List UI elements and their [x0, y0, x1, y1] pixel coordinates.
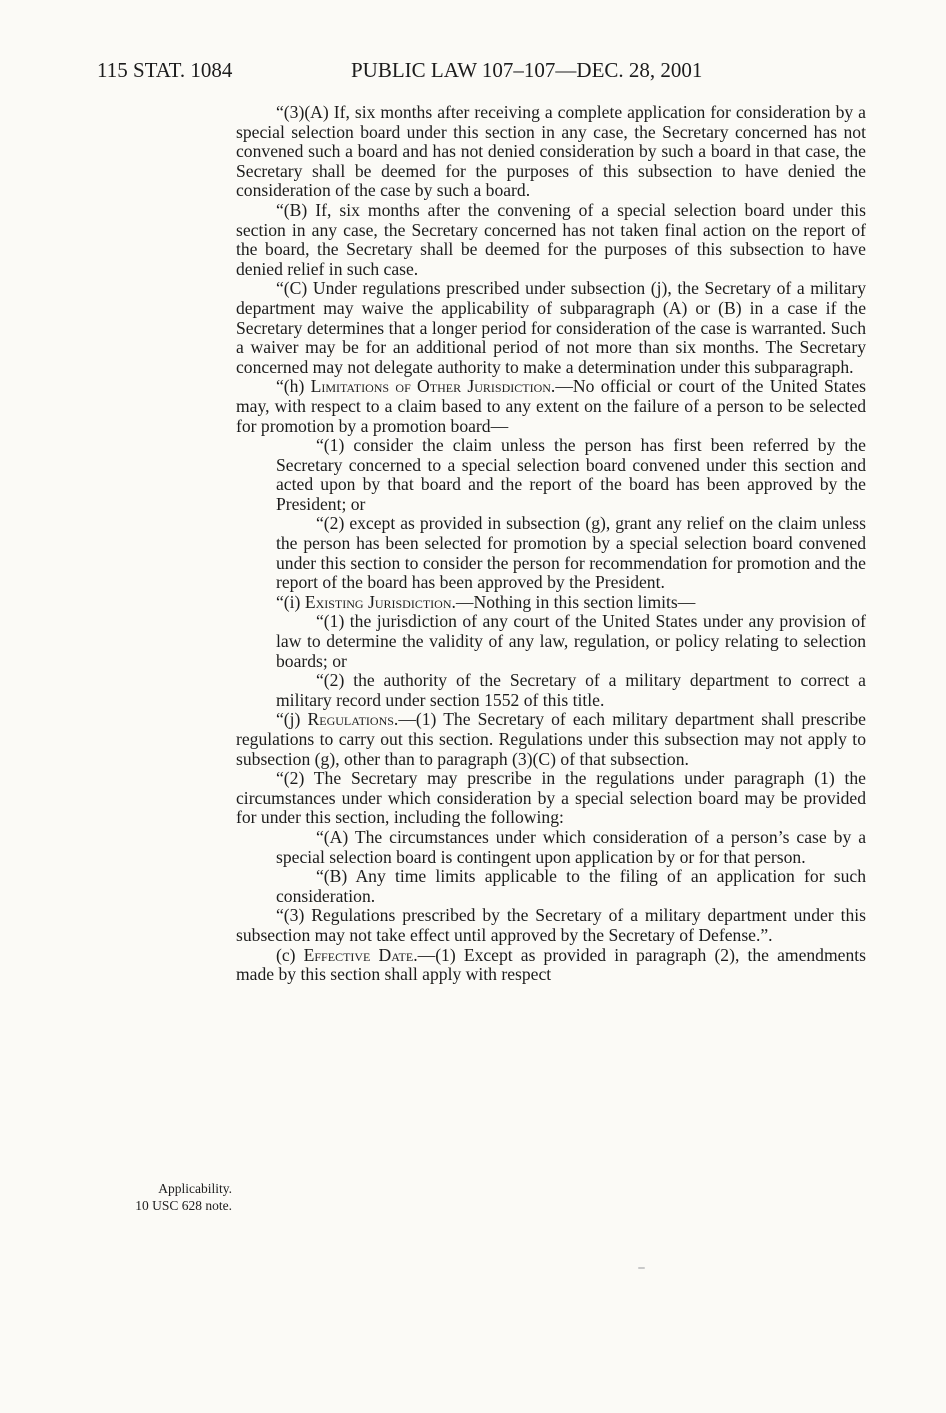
paragraph-j3: “(3) Regulations prescribed by the Secretary of a military department under this subsection may not take effect until approved by the Secretary of Defense.”.: [236, 905, 866, 945]
subsection-c: [236, 946, 866, 985]
subsection-h-prefix: “(h): [276, 376, 311, 397]
subsection-i-text: —Nothing in this section limits—: [455, 591, 696, 612]
subsection-j: [236, 710, 866, 769]
subsection-h: [236, 377, 866, 436]
paragraph-h2: “(2) except as provided in subsection (g), grant any relief on the claim unless the person has been selected for promotion by a special selection board convened under this section to consider the person for recommendation for promotion and the report of the board has been approved by the President.: [276, 513, 866, 593]
margin-note: [92, 1180, 232, 1214]
subsection-h-text: —No official or court of the United States may, with respect to a claim based to any extent on the failure of a person to be selected for promotion by a promotion board—: [236, 376, 866, 436]
public-law-reference: PUBLIC LAW 107–107—DEC. 28, 2001: [351, 58, 703, 82]
paragraph-i2: “(2) the authority of the Secretary of a military department to correct a military record under section 1552 of this title.: [276, 670, 866, 710]
subsection-h-heading: Limitations of Other Jurisdiction.: [310, 376, 556, 397]
subsection-j-heading: Regulations.: [307, 709, 399, 730]
page-header: [97, 58, 867, 86]
subsection-i-prefix: “(i): [276, 591, 305, 612]
statute-page-reference: 115 STAT. 1084: [97, 58, 233, 82]
subsection-i-heading: Existing Jurisdiction.: [304, 591, 456, 612]
paragraph-j2a: “(A) The circumstances under which consideration of a person’s case by a special selection board is contingent upon application by or for that person.: [276, 826, 866, 867]
paragraph-3b: “(B) If, six months after the convening of a special selection board under this section in any case, the Secretary concerned has not taken final action on the report of the board, the Secretary shall be deemed for the purposes of this subsection to have denied relief in such case.: [236, 199, 866, 279]
paragraph-j2: “(2) The Secretary may prescribe in the regulations under paragraph (1) the circumstances under which consideration by a special selection board may be provided for under this section, including the following:: [236, 768, 866, 828]
subsection-i: [236, 593, 866, 613]
subsection-j-text: —(1) The Secretary of each military department shall prescribe regulations to carry out this section. Regulations under this subsection may not apply to subsection (g), other than to paragraph (3)(C) of that subsection.: [236, 709, 866, 769]
margin-note-applicability: Applicability.: [158, 1181, 232, 1196]
paragraph-i1: “(1) the jurisdiction of any court of the United States under any provision of law to determine the validity of any law, regulation, or policy relating to selection boards; or: [276, 611, 866, 671]
scan-speck: [638, 1267, 645, 1269]
document-body: [236, 103, 866, 985]
paragraph-h1: “(1) consider the claim unless the person has first been referred by the Secretary concerned to a special selection board convened under this section and acted upon by that board and the report of the board has been approved by the President; or: [276, 435, 866, 514]
paragraph-3a: “(3)(A) If, six months after receiving a complete application for consideration by a special selection board under this section in any case, the Secretary concerned has not convened such a board and has not denied consideration by such a board in that case, the Secretary shall be deemed for the purposes of this subsection to have denied the consideration of the case by such a board.: [236, 102, 866, 201]
subsection-j-prefix: “(j): [276, 709, 308, 730]
subsection-c-prefix: (c): [276, 944, 304, 965]
subsection-c-text: —(1) Except as provided in paragraph (2), the amendments made by this section shall apply with respect: [236, 944, 866, 985]
paragraph-j2b: “(B) Any time limits applicable to the filing of an application for such consideration.: [276, 866, 866, 906]
margin-note-citation: 10 USC 628 note.: [135, 1198, 232, 1213]
subsection-c-heading: Effective Date.: [303, 944, 418, 965]
paragraph-3c: “(C) Under regulations prescribed under subsection (j), the Secretary of a military department may waive the applicability of subparagraph (A) or (B) in a case if the Secretary determines that a longer period for consideration of the case is warranted. Such a waiver may be for an additional period of not more than six months. The Secretary concerned may not delegate authority to make a determination under this subparagraph.: [236, 278, 866, 377]
